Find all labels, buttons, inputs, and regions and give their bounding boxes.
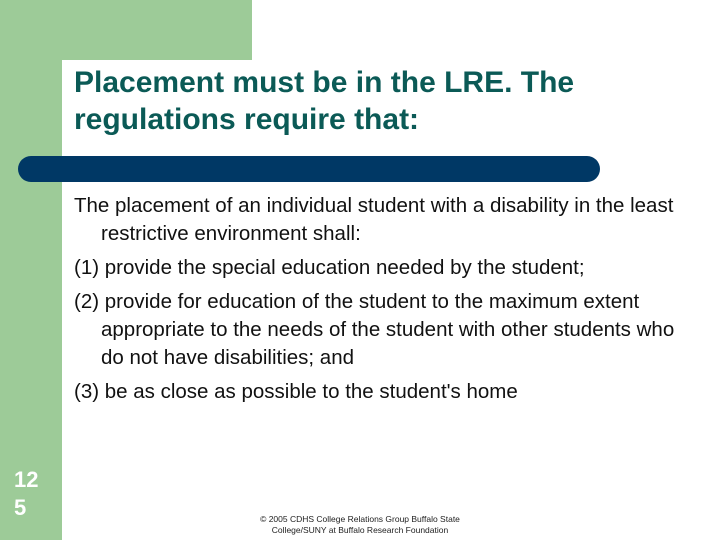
page-number-line-1: 12 xyxy=(14,467,39,492)
footer-copyright xyxy=(210,514,510,536)
title-divider-bar xyxy=(18,156,600,182)
body-paragraph-item-3: (3) be as close as possible to the student's home xyxy=(74,380,518,403)
footer-line-2: College/SUNY at Buffalo Research Foundation xyxy=(271,525,449,535)
page-number xyxy=(14,466,54,522)
slide-title-line-2: regulations require that: xyxy=(74,103,420,136)
green-sidebar xyxy=(0,0,62,540)
footer-line-1: © 2005 CDHS College Relations Group Buffalo State xyxy=(260,514,460,524)
body-paragraph-intro: The placement of an individual student with a disability in the least restrictive environment shall: xyxy=(74,194,674,245)
slide-body xyxy=(74,192,694,412)
body-paragraph-item-1: (1) provide the special education needed by the student; xyxy=(74,256,585,279)
body-paragraph-item-2: (2) provide for education of the student to the maximum extent appropriate to the needs of the student with other students who do not have disabilities; and xyxy=(74,290,675,369)
slide-title-line-1: Placement must be in the LRE. The xyxy=(74,66,575,99)
slide-title xyxy=(74,64,694,138)
page-number-line-2: 5 xyxy=(14,495,27,520)
